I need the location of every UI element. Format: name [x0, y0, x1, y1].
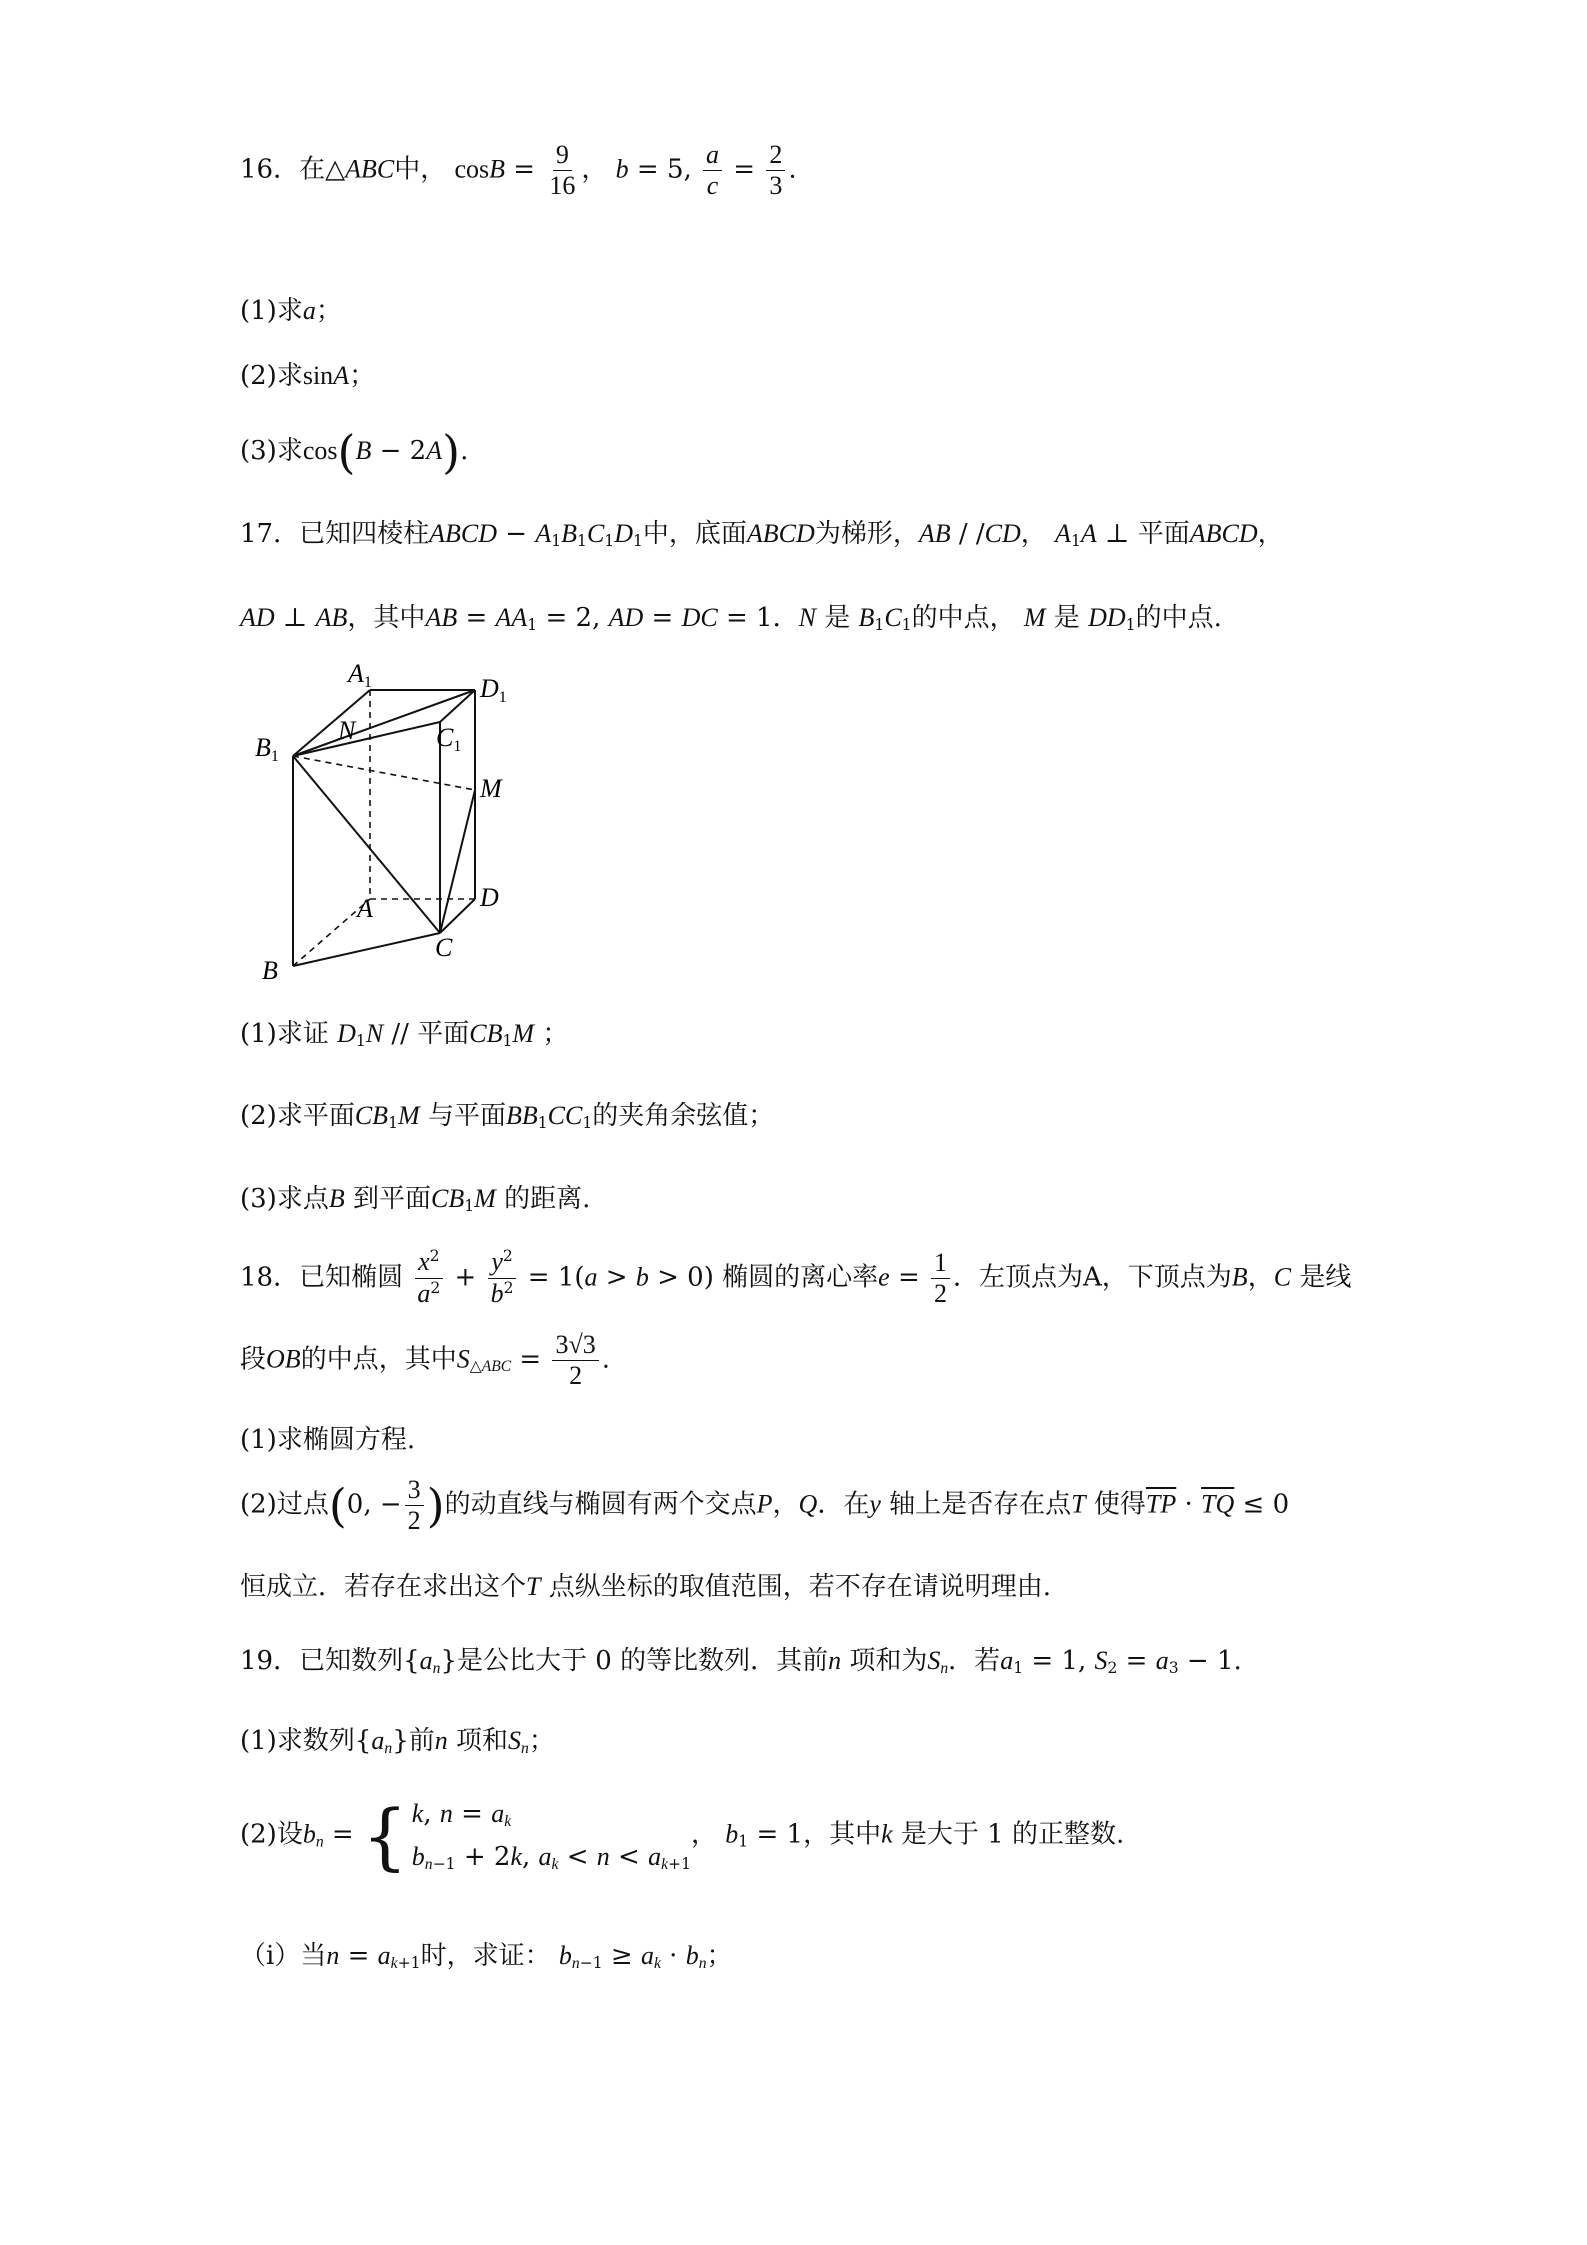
q16-sub1: (1)求a；	[240, 296, 342, 326]
edge-d1-c1	[440, 690, 475, 722]
q17-sub1: (1)求证 $D_1N$ // 平面$CB_1M$ ；	[240, 1019, 569, 1050]
edge-b-c	[293, 933, 440, 966]
label-a: A	[357, 894, 373, 923]
q18-stem-line2: 段OB的中点，其中$S_{\triangle ABC}$ = $\frac{3√3}{2}$ .	[240, 1330, 611, 1390]
label-a1: A1	[348, 659, 372, 691]
q19-sub2: (2)设$b_n$ = { k, $n = a_k$ $b_{n-1} + 2k$, $a_k < n < a_{k+1}$ ， $b_1 = 1$，其中k 是大于 1 的正整数.	[240, 1793, 1125, 1878]
label-b1: B1	[255, 733, 279, 765]
q17-stem: 17．已知四棱柱ABCD − $A_1B_1C_1D_1$中，底面ABCD为梯形，AB / /CD， $A_1A$ ⊥ 平面ABCD，	[240, 519, 1284, 550]
edge-c-m	[440, 790, 475, 933]
prism-figure	[240, 655, 560, 995]
q19-sub1: (1)求数列$\{a_n\}$前n 项和$S_n$；	[240, 1726, 555, 1757]
q17-sub2: (2)求平面$CB_1M$ 与平面$BB_1CC_1$的夹角余弦值；	[240, 1101, 775, 1132]
label-c1: C1	[436, 723, 462, 755]
edge-c-d	[440, 899, 475, 933]
q18-stem: 18．已知椭圆 $\frac{x^2}{a^2}$ + $\frac{y^2}{b^2}$ = 1(a > b > 0) 椭圆的离心率e = $\frac{1}{2}$ ．左顶点为A，下顶点为B，C 是线	[240, 1247, 1352, 1308]
label-d: D	[480, 883, 499, 912]
q18-sub2: (2)过点(0, − $\frac{3}{2}$ )的动直线与椭圆有两个交点P，Q．在y 轴上是否存在点T 使得$\overline{TP} \cdot \overline{TQ} \le 0$	[240, 1475, 1290, 1535]
q16-sub2: (2)求sinA；	[240, 361, 376, 391]
q16-sub3: (3)求cos(B − 2A).	[240, 425, 469, 479]
q19-sub2-i: （ⅰ）当$n = a_{k+1}$时，求证： $b_{n-1} \ge a_k \cdot b_n$；	[240, 1941, 733, 1972]
label-m: M	[480, 774, 502, 803]
label-n: N	[338, 716, 356, 745]
q17-sub3: (3)求点B 到平面$CB_1M$ 的距离.	[240, 1184, 591, 1215]
q16-stem: 16．在△ABC中， cosB = $\frac{9}{16}$ ， b = 5, $\frac{a}{c}$ = $\frac{2}{3}$ .	[240, 140, 797, 200]
label-c: C	[435, 933, 453, 962]
label-d1: D1	[480, 674, 507, 706]
q17-stem-line2: AD ⊥ AB，其中AB = $AA_1 = 2$, AD = DC = 1．N 是 $B_1C_1$的中点， M 是 $DD_1$的中点.	[240, 603, 1222, 634]
label-b: B	[262, 956, 278, 985]
q18-sub1: (1)求椭圆方程.	[240, 1425, 416, 1455]
edge-b1-c1	[293, 722, 440, 756]
edge-b1-m	[293, 756, 475, 790]
q18-sub2-line2: 恒成立．若存在求出这个T 点纵坐标的取值范围，若不存在请说明理由.	[240, 1572, 1052, 1602]
q19-stem: 19．已知数列$\{a_n\}$是公比大于 0 的等比数列．其前n 项和为$S_n$．若$a_1 = 1$, $S_2 = a_3 - 1$.	[240, 1646, 1242, 1677]
